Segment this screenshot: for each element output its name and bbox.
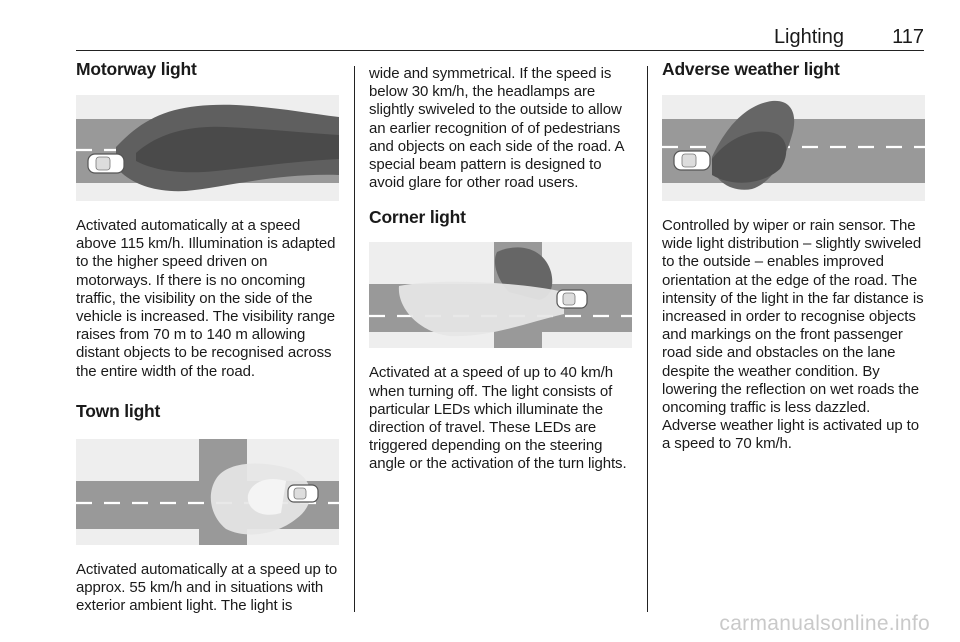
town-light-text: Activated automatically at a speed up to approx. 55 km/h and in situations with exterior ambient light. The light is [76,560,338,615]
adverse-weather-light-illustration [662,95,925,201]
column-divider [354,66,355,612]
motorway-light-illustration [76,95,339,201]
section-title: Lighting [773,26,844,48]
town-light-illustration [76,439,339,545]
corner-light-illustration [369,242,632,348]
corner-light-text: Activated at a speed of up to 40 km/h when turning off. The light consists of particular LEDs which illuminate the direction of travel. These LEDs are triggered depending on the steering angle or the activation of the turn lights. [369,364,627,473]
adverse-weather-light-text: Controlled by wiper or rain sensor. The wide light distribution – slightly swiveled to the outside – enables improved orientation at the edge of the road. The intensity of the light in the far distance is increased in order to recognise objects and markings on the front passenger road side and obstacles on the lane despite the weather condition. By lowering the reflection on wet roads the oncoming traffic is less dazzled. Adverse weather light is activated up to a speed to 70 km/h. [662,217,924,453]
heading-motorway-light: Motorway light [76,59,197,79]
column-3 [662,58,926,454]
column-divider [647,66,648,612]
motorway-light-text: Activated automatically at a speed above 115 km/h. Illumination is adapted to the higher speed driven on motorways. If there is no oncoming traffic, the visibility on the side of the vehicle is increased. The visibility range raises from 70 m to 140 m allowing distant objects to be recognised across the entire width of the road. [76,217,336,380]
heading-town-light: Town light [76,400,161,421]
column-2 [369,65,633,474]
watermark: carmanualsonline.info [719,612,930,635]
heading-adverse-weather-light: Adverse weather light [662,59,840,79]
heading-corner-light: Corner light [369,207,466,228]
column-1 [76,58,340,615]
town-light-text-continued: wide and symmetrical. If the speed is below 30 km/h, the headlamps are slightly swiveled to the outside to allow an earlier recognition of of pedestrians and objects on each side of the road. A special beam pattern is designed to avoid glare for other road users. [369,65,624,192]
page-header [76,0,924,51]
page-number: 117 [892,26,924,48]
